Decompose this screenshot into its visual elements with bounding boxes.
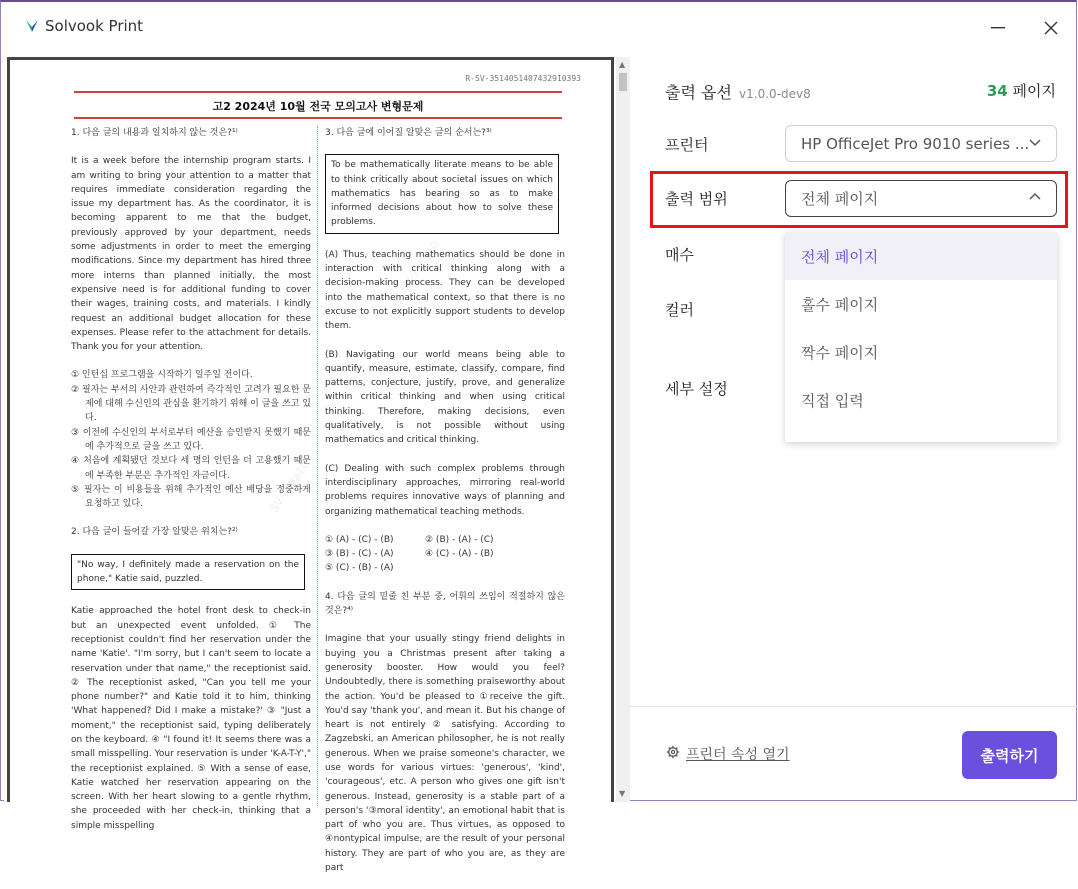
page-count-number: 34 [986,82,1008,100]
question-passage: It is a week before the internship program starts. I am writing to bring your attention to a matter that requires immediate consideration regarding the issue my department has. As the coordinator, it is becoming apparent to me that the budget, previously approved by your department, needs some adjustments in order to meet the emerging modifications. Since my department has hired three more interns than planned initially, the most expensive need is for additional funding to cover their wages, training costs, and materials. I kindly request an additional budget allocation for these expenses. Please refer to the attachment for details. Thank you for your attention. [71,156,311,353]
left-column [71,126,311,847]
question-stem: 4. 다음 글의 밑줄 친 부분 중, 어휘의 쓰임이 적절하지 않은 것은?⁴⁾ [325,591,565,617]
answer-choice: ⑤ 필자는 이 비용들을 위해 추가적인 예산 배당을 정중하게 요청하고 있다. [71,484,311,510]
answer-choices [71,368,311,511]
minimize-button[interactable] [984,14,1012,42]
scroll-up-icon[interactable]: ▲ [619,60,626,69]
footer-divider [629,706,1078,707]
printer-properties-label: 프린터 속성 열기 [686,747,790,763]
title-rule-top [74,91,562,93]
chevron-down-icon [1028,135,1042,153]
order-option: ⑤ (C) - (B) - (A) [325,563,394,574]
detail-settings-label: 세부 설정 [665,380,728,398]
scroll-down-icon[interactable]: ▼ [619,789,626,798]
panel-title-text: 출력 옵션 [665,83,732,102]
print-button[interactable]: 출력하기 [962,731,1057,779]
column-divider [317,126,318,806]
range-option-even[interactable]: 짝수 페이지 [801,343,879,362]
preview-scrollbar[interactable] [616,57,630,802]
range-select[interactable] [785,180,1057,217]
paragraph-c: (C) Dealing with such complex problems through interdisciplinary approaches, mirroring real-world problems requires innovative ways of planning and organizing mathematical teaching methods. [325,463,565,517]
preview-page [7,57,614,874]
question-passage: Katie approached the hotel front desk to check-in but an unexpected event unfolded. ① The receptionist couldn't find her reservation under the name 'Katie'. "I'm sorry, but I can't seem to locate a reservation under that name," the receptionist said. ② The receptionist asked, "Can you tell me your phone number?" and Katie told it to him, thinking 'What happened? Did I make a mistake?' ③ "Just a moment," the receptionist said, typing deliberately on the keyboard. ④ "I found it! It seems there was a small misspelling. Your reservation is under 'K-A-T-Y'," the receptionist explained. ⑤ With a sense of ease, Katie watched her reservation appearing on the screen. With her heart slowing to a gentle rhythm, she proceeded with her check-in, thinking that a simple misspelling [71,606,311,831]
insert-sentence-box: "No way, I definitely made a reservation on the phone," Katie said, puzzled. [71,554,305,591]
document-code: R-SV-3514051407432910393 [465,74,581,83]
question-stem: 1. 다음 글의 내용과 일치하지 않는 것은?¹⁾ [71,128,238,138]
range-dropdown-menu [785,232,1057,442]
order-option: ③ (B) - (C) - (A) [325,549,394,560]
answer-choice: ② 필자는 부서의 사안과 관련하여 즉각적인 고려가 필요한 문제에 대해 수신인의 관심을 환기하기 위해 이 글을 쓰고 있다. [71,384,311,424]
order-option: ① (A) - (C) - (B) [325,534,394,545]
panel-title [665,80,811,103]
watermark: SV-7a8a10 [397,238,442,295]
gear-icon [666,745,680,763]
question-stem: 3. 다음 글에 이어질 알맞은 글의 순서는?³⁾ [325,128,492,138]
question-stem: 2. 다음 글이 들어갈 가장 알맞은 위치는?²⁾ [71,527,238,538]
range-option-odd[interactable]: 홀수 페이지 [801,295,879,314]
range-select-value: 전체 페이지 [801,190,879,208]
close-button[interactable] [1037,14,1065,42]
printer-select[interactable] [785,125,1057,162]
answer-choice: ① 인턴십 프로그램을 시작하기 일주일 전이다. [71,370,253,381]
solvook-logo-icon [23,18,41,36]
watermark: SV-7a8a10 [267,458,312,515]
right-column [325,126,565,889]
title-rule-bottom [74,117,562,119]
page-count [987,80,1056,101]
close-icon [1044,21,1058,35]
color-label: 컬러 [665,301,694,319]
version-label: v1.0.0-dev8 [739,87,811,101]
range-option-custom[interactable]: 직접 입력 [801,391,864,410]
watermark: SV-7a8a10 [147,658,192,715]
order-options [325,533,525,576]
printer-properties-link[interactable] [666,744,790,764]
question-passage: Imagine that your usually stingy friend delights in buying you a Christmas present after taking a generosity booster. How would you feel? Undoubtedly, there is something praiseworthy about the action. You'd be pleased to ①receive the gift. You'd say 'thank you', and mean it. But his change of heart is not entirely ② satisfying. According to Zagzebski, an American philosopher, he is not really generous. When we praise someone's character, we use words for various virtues: 'generous', 'kind', 'courageous', etc. A person who gives one gift isn't generous. Instead, generosity is a stable part of a person's '③moral identity', an emotional habit that is part of who you are. Thus virtues, as opposed to ④nontypical impulse, are the result of your personal history. They are part of who you are, as they are part [325,634,565,874]
paragraph-b: (B) Navigating our world means being able to quantify, measure, estimate, classify, compare, find patterns, conjecture, justify, prove, and generalize within critical thinking and when using critical thinking. Therefore, making decisions, even qualitatively, is not possible without using mathematics and critical thinking. [325,349,565,446]
range-label: 출력 범위 [665,190,728,208]
printer-label: 프린터 [665,136,709,154]
chevron-up-icon [1028,190,1042,208]
scroll-thumb[interactable] [619,73,627,91]
given-sentence-box: To be mathematically literate means to be able to think critically about societal issues on which mathematics has bearing so as to make informed decisions about how to solve these problems. [325,154,559,233]
range-option-all[interactable]: 전체 페이지 [785,232,1057,280]
answer-choice: ③ 이전에 수신인의 부서로부터 예산을 승인받지 못했기 때문에 추가적으로 글을 쓰고 있다. [71,427,311,452]
paragraph-a: (A) Thus, teaching mathematics should be done in interaction with critical thinking along with a decision-making process. They can be developed into the mathematical context, so that there is no excuse to not explicitly support students to develop them. [325,249,565,332]
page-count-unit: 페이지 [1012,82,1056,100]
order-option: ④ (C) - (A) - (B) [425,549,494,560]
order-option: ② (B) - (A) - (C) [425,534,494,545]
document-title: 고2 2024년 10월 전국 모의고사 변형문제 [212,100,424,113]
copies-label: 매수 [665,246,694,264]
printer-select-value: HP OfficeJet Pro 9010 series ... [801,134,1030,153]
print-preview[interactable] [4,57,629,874]
titlebar [1,2,1078,54]
app-title: Solvook Print [45,17,144,35]
minimize-icon [991,27,1005,29]
print-options-panel [629,54,1078,803]
answer-choice: ④ 처음에 계획됐던 것보다 세 명의 인턴을 더 고용했기 때문에 부족한 부분은 추가적인 자금이다. [71,456,311,481]
